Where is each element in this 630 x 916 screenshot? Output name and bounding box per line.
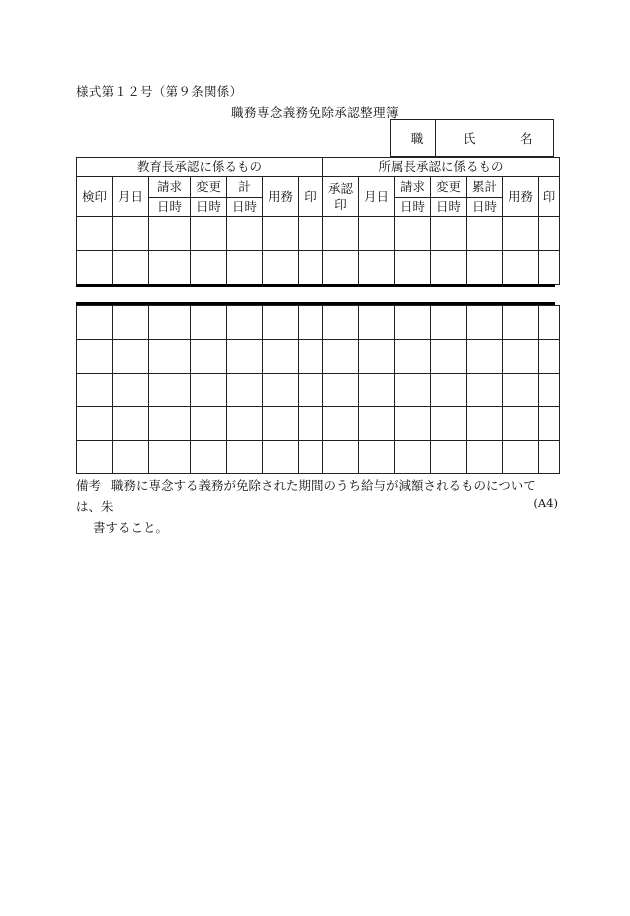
table-cell [191,441,227,474]
table-cell [263,374,299,407]
section-header-superintendent: 教育長承認に係るもの [77,158,323,177]
name-box-divider [435,120,436,156]
table-cell [359,374,395,407]
header-purpose: 用務 [503,177,539,217]
table-cell [323,340,359,374]
table-cell [503,217,539,251]
table-cell [191,306,227,340]
table-cell [299,217,323,251]
table-cell [299,251,323,285]
table-cell [395,340,431,374]
header-change: 変更 [431,177,467,198]
table-cell [191,217,227,251]
table-cell [539,407,560,441]
table-cell [395,217,431,251]
table-cell [299,441,323,474]
table-cell [149,340,191,374]
table-cell [503,251,539,285]
header-date-time: 日時 [191,198,227,217]
table-cell [227,217,263,251]
table-cell [539,306,560,340]
register-table-top [76,157,560,285]
table-cell [359,441,395,474]
table-cell [263,441,299,474]
table-row [77,340,560,374]
header-cumulative: 累計 [467,177,503,198]
table-cell [149,374,191,407]
table-cell [395,374,431,407]
table-cell [539,374,560,407]
header-date-time: 日時 [227,198,263,217]
header-date-time: 日時 [467,198,503,217]
header-total: 計 [227,177,263,198]
table-cell [539,340,560,374]
name-box [390,119,554,157]
table-cell [227,441,263,474]
table-cell [113,374,149,407]
table-cell [359,340,395,374]
header-purpose: 用務 [263,177,299,217]
table-cell [431,441,467,474]
table-cell [227,374,263,407]
table-cell [395,251,431,285]
table-cell [323,306,359,340]
table-cell [467,441,503,474]
table-cell [191,374,227,407]
header-month-day: 月日 [113,177,149,217]
header-change: 変更 [191,177,227,198]
table-cell [263,217,299,251]
table-row [77,441,560,474]
table-cell [299,340,323,374]
table-cell [467,217,503,251]
remarks-text-line1: 職務に専念する義務が免除された期間のうち給与が減額されるものについては、朱 [76,478,536,514]
header-date-time: 日時 [149,198,191,217]
header-seal: 印 [539,177,560,217]
table-cell [191,340,227,374]
table-cell [263,251,299,285]
table-cell [77,441,113,474]
table-cell [467,306,503,340]
table-cell [191,251,227,285]
table-cell [431,306,467,340]
table-cell [539,217,560,251]
table-cell [77,217,113,251]
table-cell [539,441,560,474]
table-cell [467,374,503,407]
section-header-principal: 所属長承認に係るもの [323,158,560,177]
paper-size-note: (A4) [533,496,558,510]
header-month-day: 月日 [359,177,395,217]
header-seal: 印 [299,177,323,217]
table-cell [113,217,149,251]
table-cell [323,441,359,474]
header-request: 請求 [149,177,191,198]
table-cell [227,251,263,285]
document-title: 職務専念義務免除承認整理簿 [231,105,399,120]
header-date-time: 日時 [395,198,431,217]
table-row [77,251,560,285]
table-cell [263,306,299,340]
table-cell [323,217,359,251]
remarks [76,475,558,538]
table-cell [359,217,395,251]
separator-line [76,284,555,287]
table-cell [323,374,359,407]
table-cell [113,441,149,474]
table-cell [431,407,467,441]
table-cell [149,441,191,474]
table-cell [359,306,395,340]
position-label: 職 [410,131,424,146]
table-cell [191,407,227,441]
table-cell [149,407,191,441]
table-cell [77,340,113,374]
table-cell [467,407,503,441]
table-cell [77,306,113,340]
header-request: 請求 [395,177,431,198]
name-label-second: 名 [520,131,533,146]
table-cell [227,306,263,340]
table-cell [299,407,323,441]
table-cell [113,340,149,374]
register-table-bottom [76,305,560,474]
remarks-text-line2: 書すること。 [93,520,169,535]
table-cell [323,251,359,285]
table-cell [503,306,539,340]
header-inspection-seal: 検印 [77,177,113,217]
table-row [77,374,560,407]
table-cell [77,251,113,285]
table-cell [503,374,539,407]
form-number: 様式第１２号（第９条関係） [76,84,243,99]
table-cell [395,407,431,441]
table-cell [395,306,431,340]
table-cell [431,217,467,251]
table-cell [395,441,431,474]
table-row [77,306,560,340]
remarks-label: 備考 [76,478,102,493]
table-cell [431,374,467,407]
table-cell [503,441,539,474]
table-cell [539,251,560,285]
table-cell [467,251,503,285]
table-cell [113,306,149,340]
table-cell [263,340,299,374]
table-cell [113,407,149,441]
name-label-first: 氏 [463,131,476,146]
table-cell [149,306,191,340]
table-cell [467,340,503,374]
table-cell [227,340,263,374]
table-cell [299,374,323,407]
header-approval-seal: 承認印 [323,177,359,217]
table-cell [503,407,539,441]
table-cell [323,407,359,441]
table-cell [431,340,467,374]
table-cell [77,407,113,441]
table-cell [503,340,539,374]
header-date-time: 日時 [431,198,467,217]
table-cell [227,407,263,441]
table-row [77,407,560,441]
table-cell [359,251,395,285]
table-cell [149,217,191,251]
table-row [77,217,560,251]
table-cell [113,251,149,285]
table-cell [359,407,395,441]
table-cell [77,374,113,407]
table-cell [263,407,299,441]
table-cell [299,306,323,340]
table-cell [149,251,191,285]
table-cell [431,251,467,285]
